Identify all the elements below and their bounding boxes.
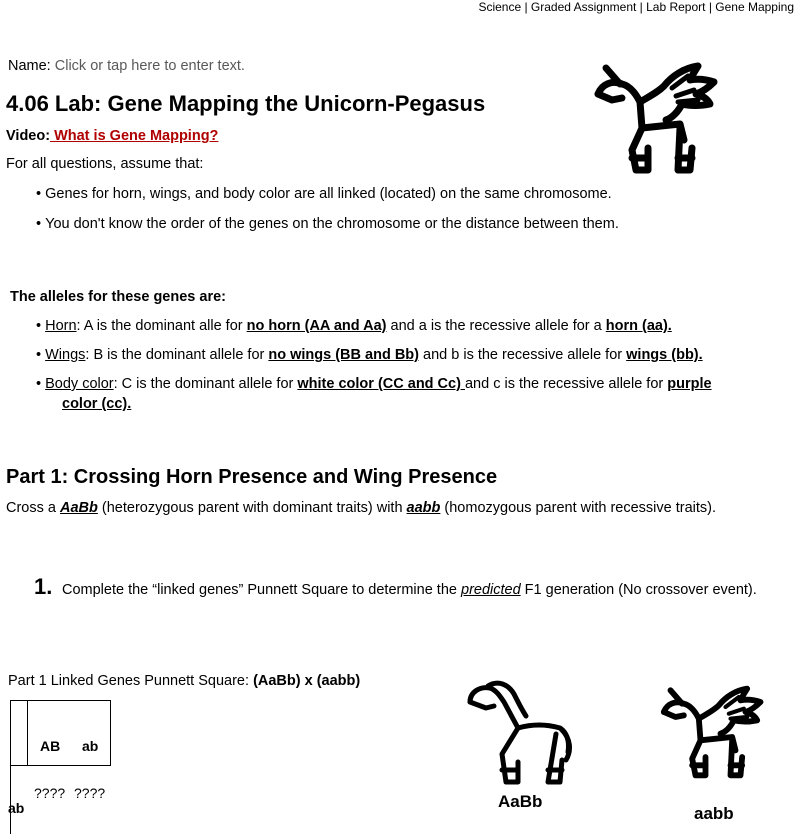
grid-line — [10, 765, 110, 766]
page-title: 4.06 Lab: Gene Mapping the Unicorn-Pegasus — [6, 91, 486, 116]
allele-text: and b is the recessive allele for — [419, 347, 627, 363]
name-input[interactable]: Click or tap here to enter text. — [54, 58, 245, 74]
punnett-cell[interactable]: ???? — [74, 785, 106, 801]
col-header-ab: ab — [82, 738, 99, 754]
grid-line — [10, 700, 110, 701]
allele-name: Horn — [45, 318, 77, 334]
pegasus-genotype-label: aabb — [694, 804, 734, 823]
horse-genotype-label: AaBb — [498, 792, 543, 811]
bullet-text: Genes for horn, wings, and body color are all linked (located) on the same chromosome. — [45, 186, 612, 202]
punnett-cell[interactable]: ???? — [34, 785, 66, 801]
allele-emph: color (cc). — [62, 396, 132, 412]
cross-text: Cross a — [6, 500, 60, 516]
allele-text: and a is the recessive allele for a — [386, 318, 606, 334]
allele-text: : C is the dominant allele for — [113, 376, 298, 392]
question-number: 1. — [34, 574, 53, 599]
allele-emph: no horn (AA and Aa) — [246, 318, 387, 334]
punnett-title — [8, 673, 360, 689]
unicorn-pegasus-icon — [592, 58, 722, 178]
question-text — [62, 580, 782, 600]
cross-text: (heterozygous parent with dominant traits) with — [97, 500, 407, 516]
allele-emph: purple — [667, 376, 712, 392]
horse-icon — [462, 680, 578, 788]
intro-bullet: • Genes for horn, wings, and body color are all linked (located) on the same chromosome. — [36, 186, 612, 202]
allele-body-color-cont — [62, 396, 131, 412]
allele-wings: • Wings: B is the dominant allele for no wings (BB and Bb) and b is the recessive allele for wings (bb). — [36, 347, 703, 363]
allele-body-color: • Body color: C is the dominant allele for white color (CC and Cc) and c is the recessive allele for purple — [36, 376, 712, 392]
punnett-cross: (AaBb) x (aabb) — [253, 673, 361, 689]
question-part: Complete the “linked genes” Punnett Square to determine the — [62, 582, 461, 598]
genotype: aabb — [406, 500, 441, 516]
allele-horn: • Horn: A is the dominant alle for no horn (AA and Aa) and a is the recessive allele for a horn (aa). — [36, 318, 672, 334]
allele-emph: horn (aa). — [605, 318, 672, 334]
genotype: AaBb — [60, 500, 98, 516]
allele-text: and c is the recessive allele for — [464, 376, 668, 392]
question-part: F1 generation (No crossover event). — [520, 582, 757, 598]
unicorn-pegasus-icon — [656, 682, 770, 782]
allele-emph: wings (bb). — [626, 347, 703, 363]
punnett-title-text: Part 1 Linked Genes Punnett Square: — [8, 673, 254, 689]
part1-title: Part 1: Crossing Horn Presence and Wing Presence — [6, 466, 498, 488]
name-label: Name: — [8, 58, 51, 74]
question-emph: predicted — [461, 582, 521, 598]
allele-name: Wings — [45, 347, 86, 363]
grid-line — [27, 700, 28, 766]
bullet-text: You don't know the order of the genes on the chromosome or the distance between them. — [45, 216, 619, 232]
allele-emph: white color (CC and Cc) — [297, 376, 465, 392]
allele-name: Body color — [45, 376, 114, 392]
breadcrumb: Science | Graded Assignment | Lab Report | Gene Mapping — [478, 0, 794, 14]
allele-text: : A is the dominant alle for — [76, 318, 247, 334]
intro-bullet: • You don't know the order of the genes on the chromosome or the distance between them. — [36, 216, 619, 232]
allele-emph: no wings (BB and Bb) — [268, 347, 419, 363]
video-line — [6, 128, 218, 144]
cross-text: (homozygous parent with recessive traits). — [440, 500, 716, 516]
video-label: Video: — [6, 128, 51, 144]
name-field — [8, 58, 245, 74]
part1-cross — [6, 500, 716, 516]
intro-lead: For all questions, assume that: — [6, 156, 204, 172]
col-header-AB: AB — [40, 738, 61, 754]
alleles-heading: The alleles for these genes are: — [10, 289, 226, 305]
video-link[interactable]: What is Gene Mapping? — [50, 128, 219, 144]
row-header-ab: ab — [8, 800, 25, 816]
allele-text: : B is the dominant allele for — [85, 347, 269, 363]
grid-line — [110, 700, 111, 766]
